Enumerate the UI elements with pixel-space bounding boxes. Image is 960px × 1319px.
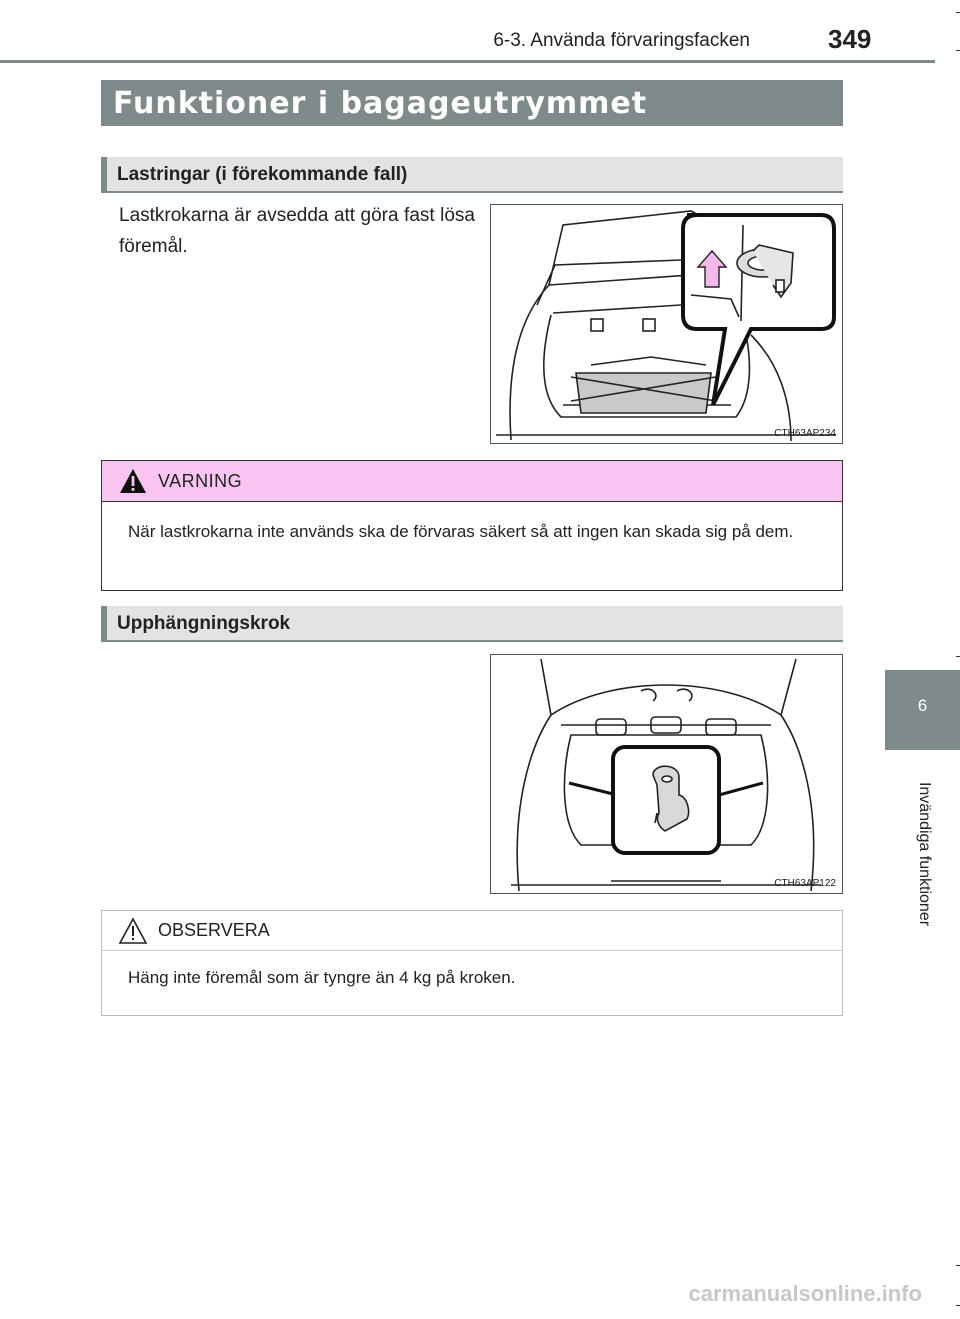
trunk-hooks-drawing <box>491 205 842 443</box>
crop-mark <box>956 656 960 657</box>
chapter-number: 6 <box>917 696 928 715</box>
warning-triangle-icon <box>118 467 148 495</box>
section-heading-bar <box>101 157 843 193</box>
notice-label: OBSERVERA <box>158 920 270 940</box>
crop-mark <box>956 12 960 13</box>
chapter-label: Invändiga funktioner <box>916 781 933 927</box>
warning-label: VARNING <box>158 471 243 491</box>
warning-header <box>102 461 842 502</box>
notice-box <box>101 910 843 1016</box>
bag-hook-illustration <box>490 654 843 894</box>
figure-code: CTH63AP122 <box>774 878 836 889</box>
figure-code: CTH63AP234 <box>774 428 836 439</box>
page-title-bar <box>101 80 843 126</box>
crop-mark <box>956 1305 960 1306</box>
warning-text: När lastkrokarna inte används ska de förvaras säkert så att ingen kan skada sig på dem. <box>128 522 794 541</box>
section-heading-bar <box>101 606 843 642</box>
page-number: 349 <box>828 24 872 54</box>
chapter-tab <box>885 670 960 750</box>
section-heading: Upphängningskrok <box>117 613 291 634</box>
heading-accent <box>101 157 107 191</box>
chapter-label-container <box>914 760 934 950</box>
page-title: Funktioner i bagageutrymmet <box>113 86 648 121</box>
caution-triangle-icon <box>118 917 148 945</box>
trunk-bag-hook-drawing <box>491 655 842 893</box>
crop-mark <box>956 1265 960 1266</box>
heading-accent <box>101 606 107 640</box>
body-paragraph: Lastkrokarna är avsedda att göra fast lösa föremål. <box>119 205 475 257</box>
header-rule <box>0 60 935 63</box>
watermark: carmanualsonline.info <box>688 1281 922 1306</box>
section-header: 6-3. Använda förvaringsfacken <box>493 30 750 51</box>
notice-text: Häng inte föremål som är tyngre än 4 kg på kroken. <box>128 968 516 987</box>
crop-mark <box>956 50 960 51</box>
notice-header <box>102 911 842 951</box>
warning-box <box>101 460 843 591</box>
cargo-hooks-illustration <box>490 204 843 444</box>
section-heading: Lastringar (i förekommande fall) <box>117 164 408 185</box>
